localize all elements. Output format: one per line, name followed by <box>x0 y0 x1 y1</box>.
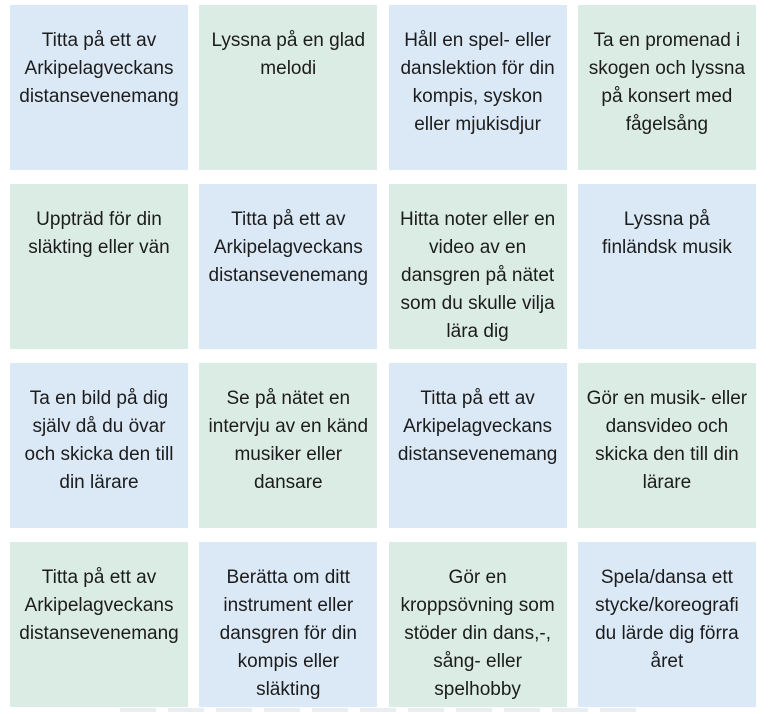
grid-cell-15: Gör en kroppsövning som stöder din dans,-, sång- eller spelhobby <box>389 542 567 707</box>
grid-cell-1: Titta på ett av Arkipelagveckans distansevenemang <box>10 5 188 170</box>
grid-cell-3: Håll en spel- eller danslektion för din kompis, syskon eller mjukisdjur <box>389 5 567 170</box>
grid-cell-2: Lyssna på en glad melodi <box>199 5 377 170</box>
grid-cell-14: Berätta om ditt instrument eller dansgren för din kompis eller släkting <box>199 542 377 707</box>
grid-cell-4: Ta en promenad i skogen och lyssna på konsert med fågelsång <box>578 5 756 170</box>
grid-cell-8: Lyssna på finländsk musik <box>578 184 756 349</box>
grid-cell-7: Hitta noter eller en video av en dansgren på nätet som du skulle vilja lära dig <box>389 184 567 349</box>
grid-cell-13: Titta på ett av Arkipelagveckans distansevenemang <box>10 542 188 707</box>
grid-cell-10: Se på nätet en intervju av en känd musiker eller dansare <box>199 363 377 528</box>
bingo-grid <box>10 5 756 707</box>
grid-cell-11: Titta på ett av Arkipelagveckans distansevenemang <box>389 363 567 528</box>
grid-cell-9: Ta en bild på dig själv då du övar och skicka den till din lärare <box>10 363 188 528</box>
grid-cell-12: Gör en musik- eller dansvideo och skicka den till din lärare <box>578 363 756 528</box>
grid-cell-5: Uppträd för din släkting eller vän <box>10 184 188 349</box>
bottom-divider <box>120 708 640 712</box>
grid-cell-6: Titta på ett av Arkipelagveckans distansevenemang <box>199 184 377 349</box>
grid-cell-16: Spela/dansa ett stycke/koreografi du lärde dig förra året <box>578 542 756 707</box>
